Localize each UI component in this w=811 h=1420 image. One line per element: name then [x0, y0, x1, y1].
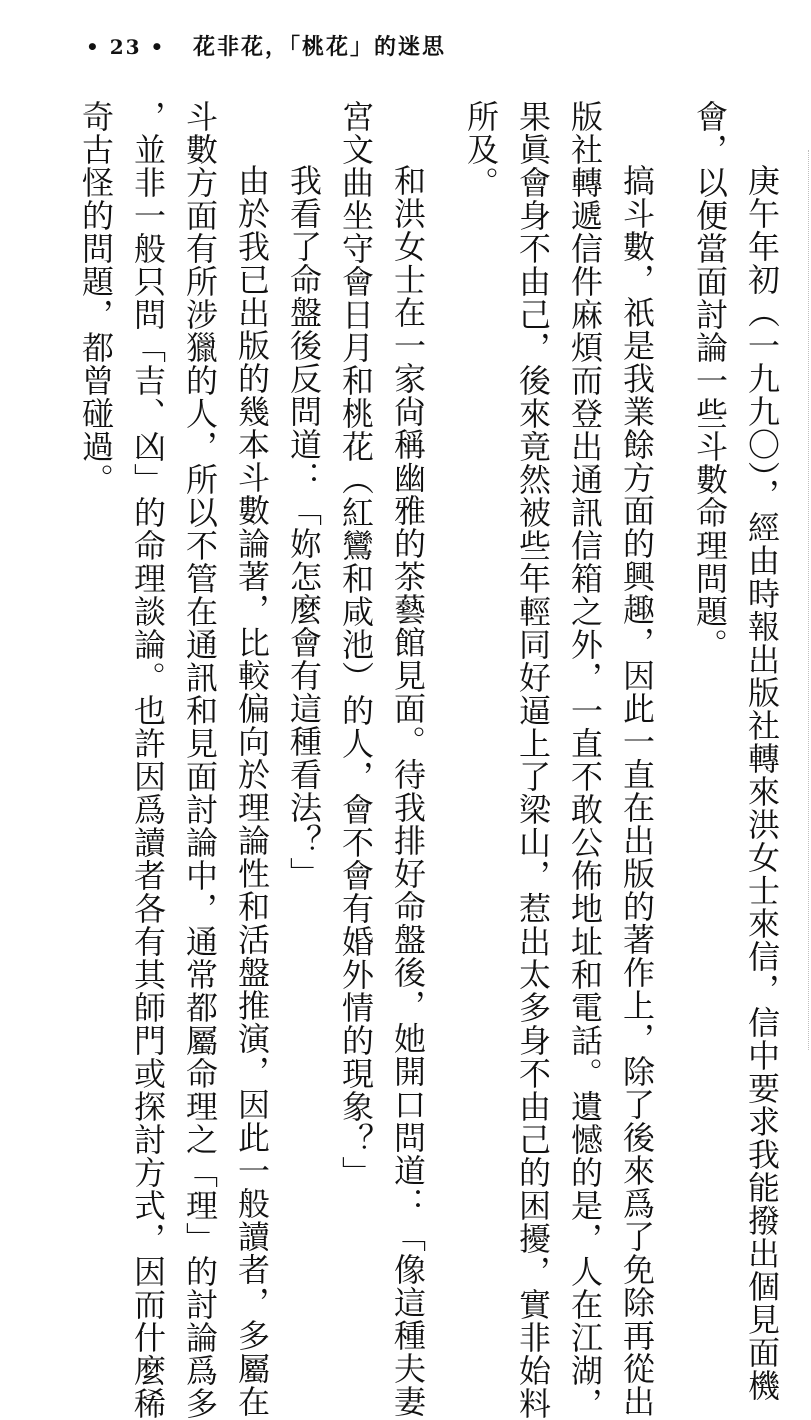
text-column: 由於我已出版的幾本斗數論著，比較偏向於理論性和活盤推演，因此一般讀者，多屬在 [233, 164, 271, 1418]
text-column: 版社轉遞信件麻煩而登出通訊信箱之外，一直不敢公佈地址和電話。遺憾的是，人在江湖， [566, 100, 604, 1420]
text-column: 會，以便當面討論一些斗數命理問題。 [691, 100, 729, 661]
running-header [86, 30, 446, 61]
text-column: 搞斗數，祇是我業餘方面的興趣，因此一直在出版的著作上，除了後來爲了免除再從出 [618, 164, 656, 1418]
text-column: 庚午年初（一九九〇），經由時報出版社轉來洪女士來信，信中要求我能撥出個見面機 [743, 164, 781, 1402]
text-column: ，並非一般只問「吉、凶」的命理談論。也許因爲讀者各有其師門或探討方式，因而什麼稀 [129, 100, 167, 1420]
text-column: 所及。 [462, 100, 500, 199]
text-column: 我看了命盤後反問道：「妳怎麼會有這種看法？」 [285, 164, 323, 890]
text-column: 果眞會身不由己，後來竟然被些年輕同好逼上了梁山，惹出太多身不由己的困擾，實非始料 [514, 100, 552, 1420]
vertical-body-text [13, 100, 783, 1420]
chapter-title: 花非花，「桃花」的迷思 [193, 34, 447, 60]
text-column: 奇古怪的問題，都曾碰過。 [77, 100, 115, 496]
page-edge-marks [805, 150, 809, 1050]
text-column: 斗數方面有所涉獵的人，所以不管在通訊和見面討論中，通常都屬命理之「理」的討論爲多 [181, 100, 219, 1420]
text-column: 宮文曲坐守會日月和桃花（紅鸞和咸池）的人，會不會有婚外情的現象？」 [337, 100, 375, 1189]
text-column: 和洪女士在一家尙稱幽雅的茶藝館見面。待我排好命盤後，她開口問道：「像這種夫妻 [389, 164, 427, 1418]
page-number: • 23 • [86, 35, 166, 59]
